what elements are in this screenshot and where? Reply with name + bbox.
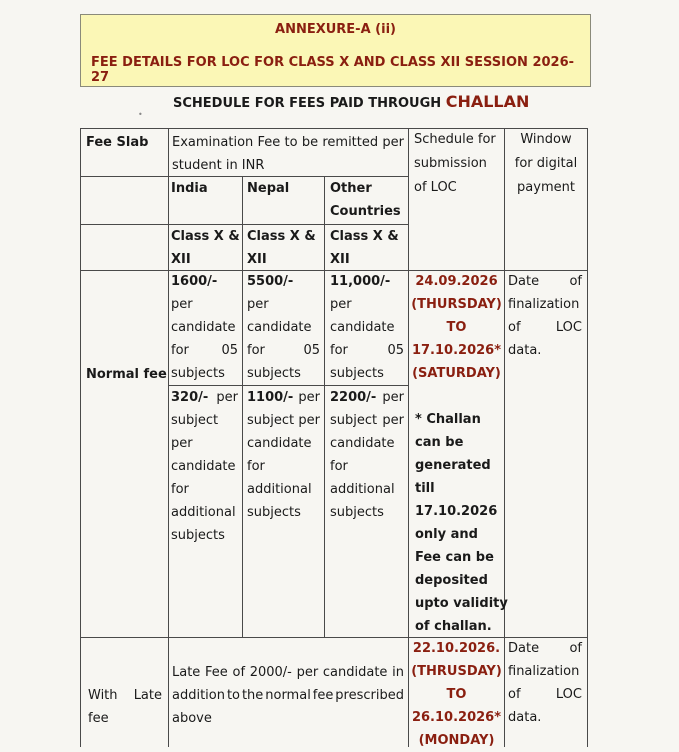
late-fee-label-2: fee (88, 711, 109, 726)
challan-note-4: till (415, 481, 435, 496)
nepal-subjects: subjects (247, 366, 301, 381)
india-candidate: candidate (171, 320, 236, 335)
row-divider-1 (80, 176, 168, 177)
challan-note-7: Fee can be (415, 550, 494, 565)
exam-fee-header-line2: student in INR (172, 158, 265, 173)
nepal-add-1: candidate (247, 436, 312, 451)
other-per: per (330, 297, 352, 312)
annexure-box (80, 14, 591, 87)
class-other: Class X & (330, 229, 399, 244)
schedule-header-1: Schedule for (414, 132, 496, 147)
other-for-05: for 05 (330, 343, 404, 358)
class-nepal-line2: XII (247, 252, 267, 267)
other-add-2: for (330, 459, 348, 474)
table-border-left (80, 128, 81, 747)
normal-window-2: finalization (508, 297, 580, 312)
class-india-line2: XII (171, 252, 191, 267)
other-add-3: additional (330, 482, 395, 497)
fee-table (80, 128, 588, 747)
speck-mark: • (138, 110, 143, 119)
challan-note-6: only and (415, 527, 478, 542)
challan-note-5: 17.10.2026 (415, 504, 498, 519)
late-sched-start: 22.10.2026. (412, 641, 501, 656)
other-subjects: subjects (330, 366, 384, 381)
other-add-4: subjects (330, 505, 384, 520)
col-divider-india-nepal (242, 176, 243, 637)
country-nepal: Nepal (247, 181, 290, 196)
challan-note-3: generated (415, 458, 491, 473)
challan-note-1: * Challan (415, 412, 481, 427)
india-add-4: for (171, 482, 189, 497)
schedule-header-3: of LOC (414, 180, 457, 195)
late-desc-3: above (172, 711, 212, 726)
nepal-add-3: additional (247, 482, 312, 497)
india-add-3: candidate (171, 459, 236, 474)
window-header-2: for digital (514, 156, 578, 171)
schedule-header-2: submission (414, 156, 487, 171)
india-add-5: additional (171, 505, 236, 520)
challan-note-9: upto validity (415, 596, 508, 611)
india-per: per (171, 297, 193, 312)
schedule-heading-prefix: SCHEDULE FOR FEES PAID THROUGH (173, 96, 442, 111)
late-window-1: Date of (508, 641, 582, 656)
normal-sched-to: TO (446, 320, 467, 335)
window-header-3: payment (517, 180, 575, 195)
exam-fee-header-line1: Examination Fee to be remitted per (172, 135, 404, 150)
class-other-line2: XII (330, 252, 350, 267)
window-header-1: Window (520, 132, 572, 147)
normal-sched-end: 17.10.2026* (411, 343, 502, 358)
col-divider-4 (504, 128, 505, 747)
india-add-fee: 320/- per (171, 390, 238, 405)
other-add-fee: 2200/- per (330, 390, 404, 405)
late-sched-to: TO (446, 687, 467, 702)
normal-sched-day1: (THURSDAY) (411, 297, 502, 312)
country-other: Other (330, 181, 372, 196)
india-subjects: subjects (171, 366, 225, 381)
india-fee: 1600/- (171, 274, 218, 289)
nepal-add-2: for (247, 459, 265, 474)
india-add-1: subject (171, 413, 219, 428)
india-for-05: for 05 (171, 343, 238, 358)
col-divider-nepal-other (324, 176, 325, 637)
nepal-candidate: candidate (247, 320, 312, 335)
other-fee: 11,000/- (330, 274, 391, 289)
normal-fee-label: Normal fee (86, 367, 167, 382)
late-sched-end: 26.10.2026* (411, 710, 502, 725)
india-add-2: per (171, 436, 193, 451)
challan-note-10: of challan. (415, 619, 492, 634)
late-desc-2: addition to the normal fee prescribed (172, 688, 404, 703)
class-nepal: Class X & (247, 229, 316, 244)
country-other-line2: Countries (330, 204, 401, 219)
late-window-2: finalization (508, 664, 580, 679)
nepal-add-4: subjects (247, 505, 301, 520)
late-sched-day1: (THRUSDAY) (411, 664, 502, 679)
class-india: Class X & (171, 229, 240, 244)
annexure-title: ANNEXURE-A (ii) (275, 22, 396, 37)
nepal-for-05: for 05 (247, 343, 320, 358)
table-border-right (587, 128, 588, 747)
schedule-heading (173, 92, 529, 111)
normal-window-3: of LOC (508, 320, 582, 335)
late-window-3: of LOC (508, 687, 582, 702)
late-fee-label-1: With Late (88, 688, 162, 703)
late-window-4: data. (508, 710, 542, 725)
col-divider-1 (168, 128, 169, 747)
fee-slab-header: Fee Slab (86, 135, 149, 150)
annexure-subtitle: FEE DETAILS FOR LOC FOR CLASS X AND CLASS XII SESSION 2026-27 (91, 55, 575, 85)
schedule-heading-highlight: CHALLAN (445, 92, 530, 111)
nepal-add-fee: 1100/- per (247, 390, 320, 405)
normal-sched-day2: (SATURDAY) (412, 366, 501, 381)
country-india: India (171, 181, 208, 196)
late-sched-day2: (MONDAY) (418, 733, 495, 748)
challan-note-8: deposited (415, 573, 488, 588)
challan-note-2: can be (415, 435, 464, 450)
other-candidate: candidate (330, 320, 395, 335)
normal-window-1: Date of (508, 274, 582, 289)
normal-window-4: data. (508, 343, 542, 358)
normal-sched-start: 24.09.2026 (415, 274, 498, 289)
nepal-per: per (247, 297, 269, 312)
other-add-line2: subject per (330, 413, 404, 428)
nepal-fee: 5500/- (247, 274, 294, 289)
late-desc-1: Late Fee of 2000/- per candidate in (172, 665, 404, 680)
other-add-1: candidate (330, 436, 395, 451)
india-add-6: subjects (171, 528, 225, 543)
nepal-add-line2: subject per (247, 413, 320, 428)
